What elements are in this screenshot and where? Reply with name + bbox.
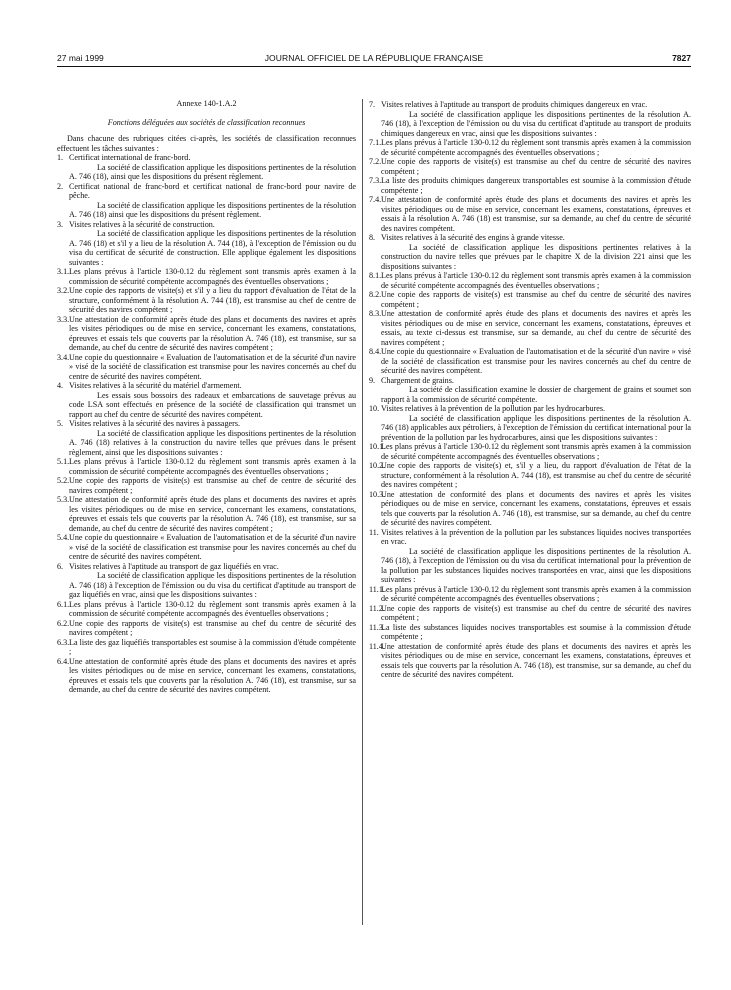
section-item [369, 376, 691, 386]
item-text: Les plans prévus à l'article 130-0.12 du règlement sont transmis après examen à la commission de sécurité compétente accompagnés des éventuelles observations ; [69, 599, 356, 618]
item-number: 5.2. [57, 476, 70, 485]
body-paragraph: La société de classification applique les dispositions pertinentes de la résolution A. 746 (18) et s'il y a lieu de la résolution A. 744 (18), à l'exception de l'émission ou du visa du certificat de sécurité de construction. Elle applique également les dispositions suivantes : [69, 229, 356, 267]
item-text: Visites relatives à la sécurité des navires à passagers. [69, 419, 240, 428]
sub-item [369, 461, 691, 490]
body-paragraph: La société de classification examine le dossier de chargement de grains et soumet son rapport à la commission de sécurité compétente. [381, 385, 691, 404]
section-item [57, 182, 356, 201]
item-text: Une copie du questionnaire « Evaluation de l'automatisation et de la sécurité d'un navire » visé de la société de classification est transmise pour les navires concernés au chef du centre de sécurité des navires compétent. [69, 533, 356, 561]
section-item [57, 419, 356, 429]
section-item [57, 220, 356, 230]
item-number: 6.4. [57, 656, 70, 666]
column-divider [362, 99, 363, 925]
sub-item [57, 533, 356, 562]
item-text: Une attestation de conformité après étude des plans et documents des navires et après les visites périodiques ou de mise en service, concernant les examens, constatations, épreuves et essais tels que couverts par la résolution A. 746 (18), est transmise, sur sa demande, au chef du centre de sécurité des navires compétent ; [69, 314, 356, 352]
item-number: 5.3. [57, 495, 70, 504]
item-text: Une attestation de conformité après étude des plans et documents des navires et après les visites périodiques ou de mise en service, concernant les examens, constatations, épreuves et essais à la résolution A. 746 (18) est transmise, sur sa demande, au chef du centre de sécurité des navires compétent. [381, 195, 691, 233]
item-text: La liste des gaz liquéfiés transportables est soumise à la commission d'étude compétente ; [69, 637, 356, 656]
item-text: La liste des substances liquides nocives transportables est soumise à la commission d'étude compétente ; [381, 622, 691, 641]
item-text: Les plans prévus à l'article 130-0.12 du règlement sont transmis après examen à la commission de sécurité compétente accompagnés des éventuelles observations ; [381, 442, 691, 461]
item-number: 11.1. [369, 584, 385, 594]
item-text: Une copie des rapports de visite(s) et s'il y a lieu du rapport d'évaluation de l'état de la structure, conformément à la résolution A. 744 (18), est transmise au chef de centre de sécurité des navires compétent ; [69, 286, 356, 314]
item-text: Une attestation de conformité après étude des plans et documents des navires et après les visites périodiques ou de mise en service, concernant les examens, constatations, épreuves et essais tels que couverts par la résolution A. 746 (18), est transmise, sur sa demande, au chef du centre de sécurité des navires compétent. [69, 656, 356, 694]
sub-item [369, 290, 691, 309]
item-number: 3.4. [57, 352, 70, 362]
section-item [57, 153, 356, 163]
item-text: Visites relatives à la prévention de la pollution par les hydrocarbures. [381, 404, 606, 413]
issue-date: 27 mai 1999 [57, 53, 104, 63]
sub-item [57, 495, 356, 533]
sub-item [369, 585, 691, 604]
item-text: Une copie des rapports de visite(s) est transmise au chef du centre de sécurité des navires compétent ; [381, 157, 691, 176]
section-item [369, 100, 691, 110]
item-number: 6.3. [57, 637, 70, 647]
item-text: Une copie des rapports de visite(s) est transmise au chef du centre de sécurité des navires compétent ; [69, 618, 356, 637]
item-number: 10.2. [369, 461, 386, 470]
item-number: 3.1. [57, 267, 70, 276]
item-number: 8.1. [369, 271, 382, 280]
item-number: 8.2. [369, 290, 382, 299]
sub-item [57, 600, 356, 619]
item-text: Visites relatives à la sécurité des engins à grande vitesse. [381, 233, 565, 242]
page-header [57, 53, 691, 65]
left-column-body [57, 153, 356, 695]
item-number: 7.1. [369, 138, 382, 147]
item-number: 3. [57, 219, 64, 229]
item-number: 11.4. [369, 641, 385, 651]
item-number: 6. [57, 561, 64, 571]
sub-item [57, 267, 356, 286]
annex-intro: Dans chacune des rubriques citées ci-après, les sociétés de classification reconnues effectuent les tâches suivantes : [57, 134, 356, 153]
sub-item [57, 638, 356, 657]
sub-item [57, 619, 356, 638]
left-column [57, 99, 356, 695]
item-number: 10.3. [369, 489, 386, 499]
item-text: Une copie du questionnaire « Evaluation de l'automatisation et de la sécurité d'un navire » visé de la société de classification est transmise pour les navires concernés au chef du centre de sécurité des navires compétent. [69, 352, 356, 381]
section-item [57, 562, 356, 572]
sub-item [369, 195, 691, 233]
item-text: Les plans prévus à l'article 130-0.12 du règlement sont transmis après examen à la commission de sécurité compétente accompagnés des éventuelles observations ; [69, 457, 356, 476]
item-text: Une copie des rapports de visite(s) est transmise au chef du centre de sécurité des navires compétent ; [381, 290, 691, 309]
item-text: Visites relatives à l'aptitude au transport de produits chimiques dangereux en vrac. [381, 100, 648, 109]
body-paragraph: La société de classification applique les dispositions pertinentes de la résolution A. 746 (18) relatives à la construction du navire telles que prévues dans le présent règlement, ainsi que les dispositions suivantes : [69, 428, 356, 457]
item-text: Les plans prévus à l'article 130-0.12 du règlement sont transmis après examen à la commission de sécurité compétente accompagnés des éventuelles observations ; [69, 267, 356, 286]
sub-item [369, 309, 691, 347]
item-number: 11.2. [369, 603, 385, 613]
body-paragraph: La société de classification applique les dispositions pertinentes de la résolution A. 746 (18) applicables aux pétroliers, à l'exception de l'émission du certificat international pour la prévention de la pollution par les hydrocarbures, ainsi que les dispositions suivantes : [381, 413, 691, 442]
item-text: Certificat national de franc-bord et certificat national de franc-bord pour navire de pêche. [69, 181, 356, 200]
section-item [57, 381, 356, 391]
body-paragraph: La société de classification applique les dispositions pertinentes de la résolution A. 746 (18) à l'exception de l'émission ou du visa du certificat d'aptitude au transport de gaz liquéfiés en vrac, ainsi que les dispositions suivantes : [69, 571, 356, 599]
sub-item [369, 604, 691, 623]
sub-item [57, 457, 356, 476]
sub-item [369, 442, 691, 461]
item-text: Une attestation de conformité des plans et documents des navires et après les visites périodiques ou de mise en service, concernant les examens, constatations, épreuves et essais tels que couverts par la résolution A. 746 (18), est transmise, sur sa demande, au chef du centre de sécurité des navires compétent. [381, 489, 691, 527]
body-paragraph: La société de classification applique les dispositions pertinentes relatives à la construction du navire telles que prévues par le chapitre X de la division 221 ainsi que les dispositions suivantes : [381, 242, 691, 271]
sub-item [369, 138, 691, 157]
item-number: 7.2. [369, 157, 382, 166]
item-number: 8.4. [369, 347, 382, 356]
item-number: 6.1. [57, 599, 70, 609]
item-number: 11.3. [369, 622, 385, 632]
body-paragraph: La société de classification applique les dispositions pertinentes de la résolution A. 746 (18), à l'exception de l'émission ou du visa du certificat international pour la prévention de la pollution par les substances liquides nocives transportées en vrac, ainsi que les dispositions suivantes : [381, 546, 691, 584]
sub-item [57, 286, 356, 315]
sub-item [369, 176, 691, 195]
sub-item [57, 657, 356, 695]
item-number: 3.2. [57, 286, 70, 295]
item-number: 4. [57, 381, 64, 390]
item-number: 8.3. [369, 309, 382, 318]
item-number: 6.2. [57, 618, 70, 628]
item-text: Les plans prévus à l'article 130-0.12 du règlement sont transmis après examen à la commission de sécurité compétente accompagnés des éventuelles observations ; [381, 584, 691, 603]
section-item [369, 528, 691, 547]
item-number: 10. [369, 404, 380, 413]
sub-item [369, 271, 691, 290]
item-text: Chargement de grains. [381, 375, 454, 385]
item-text: Une copie des rapports de visite(s) et, s'il y a lieu, du rapport d'évaluation de l'état de la structure, conformément à la résolution A. 744 (18), est transmise au chef du centre de sécurité des navires compétent ; [381, 461, 691, 489]
item-number: 7. [369, 100, 376, 109]
item-number: 5. [57, 419, 64, 428]
item-number: 8. [369, 233, 376, 242]
item-text: Une attestation de conformité après étude des plans et documents des navires et après les visites périodiques ou de mise en service, concernant les examens, constatations, épreuves et essais tels que couverts par la résolution A. 746 (18), est transmise, sur sa demande, au chef du centre de sécurité des navires compétent ; [69, 495, 356, 533]
section-item [369, 233, 691, 243]
annex-title: Annexe 140-1.A.2 [176, 99, 237, 108]
sub-item [369, 490, 691, 528]
item-number: 3.3. [57, 314, 70, 324]
item-text: Les plans prévus à l'article 130-0.12 du règlement sont transmis après examen à la commission de sécurité compétente accompagnés des éventuelles observations ; [381, 271, 691, 290]
item-text: Une attestation de conformité après étude des plans et documents des navires et après les visites périodiques ou de mise en service, concernant les examens, constatations, épreuves et essais tels que couverts par la résolution A. 746 (18), est transmise, sur sa demande, au chef du centre de sécurité des navires compétent. [381, 641, 691, 679]
item-number: 10.1. [369, 442, 386, 451]
item-text: Une copie des rapports de visite(s) est transmise au chef de centre de sécurité des navires compétent ; [69, 476, 356, 495]
body-paragraph: La société de classification applique les dispositions pertinentes de la résolution A. 746 (18) ainsi que les dispositions du présent règlement. [69, 200, 356, 219]
body-paragraph: La société de classification applique les dispositions pertinentes de la résolution A. 746 (18), à l'exception de l'émission ou du visa du certificat d'aptitude au transport de produits chimiques dangereux en vrac, ainsi que les dispositions suivantes : [381, 109, 691, 138]
journal-title: JOURNAL OFFICIEL DE LA RÉPUBLIQUE FRANÇAISE [264, 53, 484, 63]
item-text: Visites relatives à la sécurité de construction. [69, 219, 215, 229]
item-number: 9. [369, 375, 376, 385]
right-column [369, 100, 691, 680]
item-text: Visites relatives à la sécurité du matériel d'armement. [69, 381, 242, 390]
sub-item [369, 642, 691, 680]
item-text: Visites relatives à la prévention de la pollution par les substances liquides nocives transportées en vrac. [381, 527, 691, 546]
sub-item [369, 347, 691, 376]
section-item [369, 404, 691, 414]
item-number: 7.3. [369, 176, 382, 185]
item-text: Certificat international de franc-bord. [69, 153, 191, 162]
item-number: 11. [369, 527, 379, 537]
sub-item [57, 353, 356, 382]
sub-item [57, 315, 356, 353]
item-number: 1. [57, 153, 64, 162]
body-paragraph: La société de classification applique les dispositions pertinentes de la résolution A. 746 (18), ainsi que les dispositions du présent règlement. [69, 162, 356, 181]
item-text: La liste des produits chimiques dangereux transportables est soumise à la commission d'étude compétente ; [381, 176, 691, 195]
item-text: Une copie du questionnaire « Evaluation de l'automatisation et de la sécurité d'un navire » visé de la société de classification est transmise pour les navires concernés au chef du centre de sécurité des navires compétent. [381, 347, 691, 375]
sub-item [369, 157, 691, 176]
item-text: Les plans prévus à l'article 130-0.12 du règlement sont transmis après examen à la commission de sécurité compétente accompagnés des éventuelles observations ; [381, 138, 691, 157]
item-text: Visites relatives à l'aptitude au transport de gaz liquéfiés en vrac. [69, 561, 279, 571]
sub-item [57, 476, 356, 495]
item-number: 5.4. [57, 533, 70, 542]
annex-subtitle: Fonctions déléguées aux sociétés de classification reconnues [107, 117, 306, 127]
item-text: Une attestation de conformité après étude des plans et documents des navires et après les visites périodiques ou de mise en service, concernant les examens, constatations, épreuves et essais, au texte ci-dessus est transmise, sur sa demande, au chef du centre de sécurité des navires compétent ; [381, 309, 691, 347]
right-column-body [369, 100, 691, 680]
sub-item [369, 623, 691, 642]
item-number: 2. [57, 181, 64, 191]
item-number: 7.4. [369, 195, 382, 204]
page-number: 7827 [672, 53, 691, 63]
body-paragraph: Les essais sous bossoirs des radeaux et embarcations de sauvetage prévus au code LSA sont effectués en présence de la société de classification qui transmet un rapport au chef du centre de sécurité des navires compétent. [69, 390, 356, 419]
header-rule [57, 66, 691, 67]
item-number: 5.1. [57, 457, 70, 466]
item-text: Une copie des rapports de visite(s) est transmise au chef du centre de sécurité des navires compétent ; [381, 603, 691, 622]
